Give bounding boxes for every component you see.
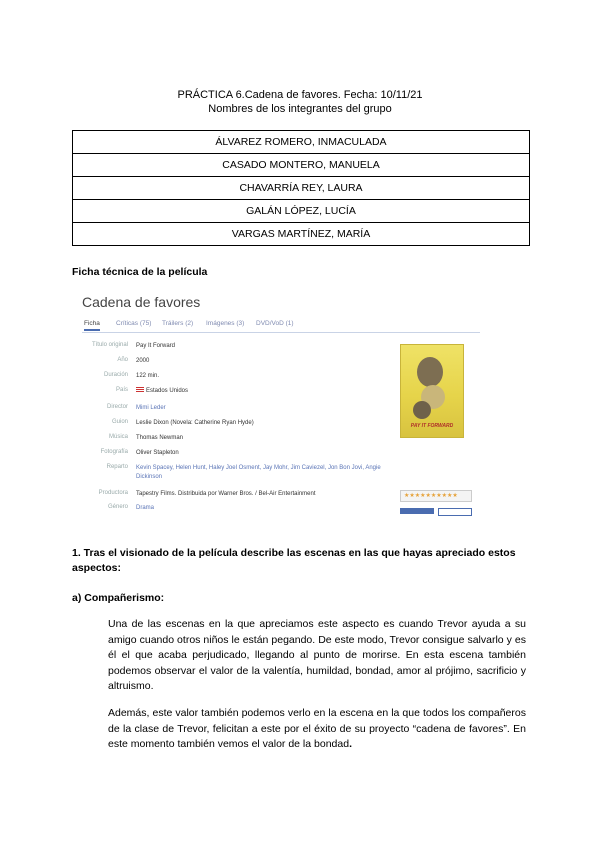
cast-links[interactable]: Kevin Spacey, Helen Hunt, Haley Joel Osment, Jay Mohr, Jim Caviezel, Jon Bon Jovi, Angie Dickinson	[136, 465, 381, 480]
field-label: Duración	[103, 372, 128, 378]
field-label: Género	[107, 504, 128, 510]
field-value: Tapestry Films. Distribuida por Warner Bros. / Bel-Air Entertainment	[136, 491, 316, 497]
field-label: Título original	[91, 342, 128, 348]
poster-title: PAY IT FORWARD	[410, 423, 454, 429]
paragraph-2-end: .	[349, 738, 352, 750]
members-table	[72, 130, 530, 246]
field-value: Estados Unidos	[146, 388, 189, 394]
rating-bar[interactable]	[400, 490, 472, 502]
tab-imagenes[interactable]: Imágenes (3)	[206, 320, 245, 327]
question-1: 1. Tras el visionado de la película describe las escenas en las que hayas apreciado estos aspectos:	[72, 547, 516, 574]
field-label: Guion	[111, 419, 128, 425]
tab-criticas[interactable]: Críticas (75)	[116, 320, 152, 327]
paragraph-2-main: Además, este valor también podemos verlo en la escena en la que todos los compañeros de la clase de Trevor, felicitan a este por el éxito de su proyecto “cadena de favores”. En este momento también vemos el valor de la bondad	[108, 707, 526, 750]
country-value	[136, 387, 396, 396]
field-value: Leslie Dixon (Novela: Catherine Ryan Hyde)	[136, 420, 254, 426]
group-subtitle: Nombres de los integrantes del grupo	[208, 103, 392, 115]
member-name: GALÁN LÓPEZ, LUCÍA	[73, 200, 530, 223]
field-label: Reparto	[106, 464, 128, 470]
member-name: ÁLVAREZ ROMERO, INMACULADA	[73, 131, 530, 154]
member-name: VARGAS MARTÍNEZ, MARÍA	[73, 223, 530, 246]
us-flag-icon	[136, 387, 144, 392]
paragraph-1-text: Una de las escenas en la que apreciamos este aspecto es cuando Trevor ayuda a su amigo cuando otros niños le están pegando. De este modo, Trevor consigue salvarlo y es él el que acaba perjudicado, llegando al punto de morirse. En esta escena también podemos observar el valor de la valentía, humildad, bondad, amor al prójimo, sacrificio y altruismo.	[108, 618, 526, 692]
paragraph-1	[108, 617, 526, 695]
document-title: PRÁCTICA 6.Cadena de favores. Fecha: 10/11/21	[177, 89, 423, 101]
field-value: 122 min.	[136, 373, 160, 379]
movie-poster[interactable]	[400, 344, 464, 438]
tab-trailers[interactable]: Tráilers (2)	[162, 320, 194, 327]
ficha-heading: Ficha técnica de la película	[72, 266, 208, 278]
field-label: Productora	[98, 490, 128, 496]
field-label: Música	[108, 434, 128, 440]
field-label: Fotografía	[100, 449, 128, 455]
member-name: CHAVARRÍA REY, LAURA	[73, 177, 530, 200]
field-value: 2000	[136, 358, 150, 364]
subsection-companerismo: a) Compañerismo:	[72, 592, 165, 604]
field-value: Thomas Newman	[136, 435, 184, 441]
movie-card	[82, 294, 480, 516]
field-value: Oliver Stapleton	[136, 450, 179, 456]
director-link[interactable]: Mimi Leder	[136, 405, 166, 411]
member-name: CASADO MONTERO, MANUELA	[73, 154, 530, 177]
poster-face-1	[417, 357, 443, 387]
field-label: Año	[117, 357, 128, 363]
poster-face-3	[413, 401, 431, 419]
paragraph-2	[108, 706, 526, 753]
field-label: País	[115, 387, 128, 393]
movie-tabs	[82, 318, 480, 333]
vote-button[interactable]	[400, 508, 434, 514]
tab-ficha[interactable]: Ficha	[84, 320, 100, 331]
movie-title: Cadena de favores	[82, 294, 201, 310]
field-label: Director	[106, 404, 128, 410]
list-button[interactable]	[438, 508, 472, 516]
field-value: Pay It Forward	[136, 343, 176, 349]
genre-link[interactable]: Drama	[136, 505, 155, 511]
tab-dvd[interactable]: DVD/VoD (1)	[256, 320, 294, 327]
rating-stars: ★★★★★★★★★★	[404, 493, 458, 499]
paragraph-2-text	[108, 706, 526, 753]
